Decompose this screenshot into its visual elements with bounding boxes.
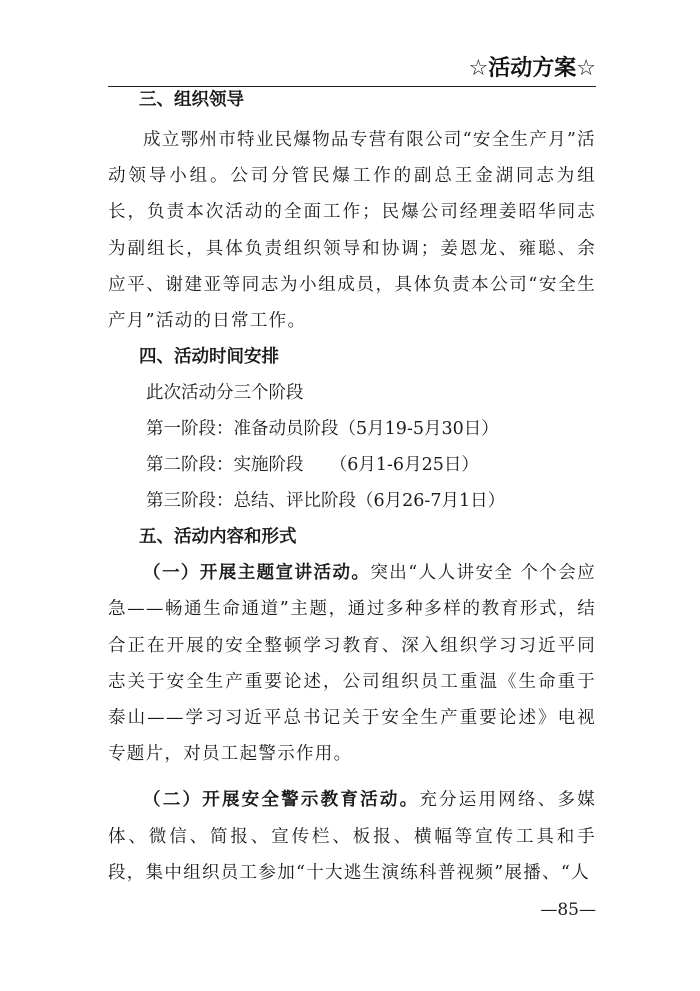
header-rule [108,86,596,87]
section-3-paragraph: 成立鄂州市特业民爆物品专营有限公司“安全生产月”活动领导小组。公司分管民爆工作的副总王金湖同志为组长，负责本次活动的全面工作；民爆公司经理姜昭华同志为副组长，具体负责组织领导和协调；姜恩龙、雍聪、余应平、谢建亚等同志为小组成员，具体负责本公司“安全生产月”活动的日常工作。 [108,130,596,332]
schedule-stage-1: 第一阶段：准备动员阶段（5月19-5月30日） [146,419,499,440]
activity-item-1-title: （一）开展主题宣讲活动。 [143,563,371,584]
header-title: ☆活动方案☆ [468,56,596,81]
body-text [108,90,596,891]
schedule-stage-2: 第二阶段：实施阶段 （6月1-6月25日） [146,455,479,476]
section-5-heading: 五、活动内容和形式 [139,527,297,548]
section-4-heading: 四、活动时间安排 [139,347,279,368]
activity-item-2-title: （二）开展安全警示教育活动。 [143,790,420,811]
section-3-heading: 三、组织领导 [139,90,244,110]
activity-item-2-text: 充分运用网络、多媒体、微信、简报、宣传栏、板报、横幅等宣传工具和手段，集中组织员工参加“十大逃生演练科普视频”展播、“人 [108,790,597,883]
schedule-intro: 此次活动分三个阶段 [146,383,304,404]
activity-item-1 [108,555,596,772]
schedule-stage-3: 第三阶段：总结、评比阶段（6月26-7月1日） [146,491,506,512]
activity-item-1-text: 突出“人人讲安全 个个会应急——畅通生命通道”主题，通过多种多样的教育形式，结合正在开展的安全整顿学习教育、深入组织学习习近平同志关于安全生产重要论述，公司组织员工重温《生命重于泰山——学习习近平总书记关于安全生产重要论述》电视专题片，对员工起警示作用。 [108,563,596,765]
activity-item-2 [108,782,596,891]
page-number: —85— [540,900,596,920]
